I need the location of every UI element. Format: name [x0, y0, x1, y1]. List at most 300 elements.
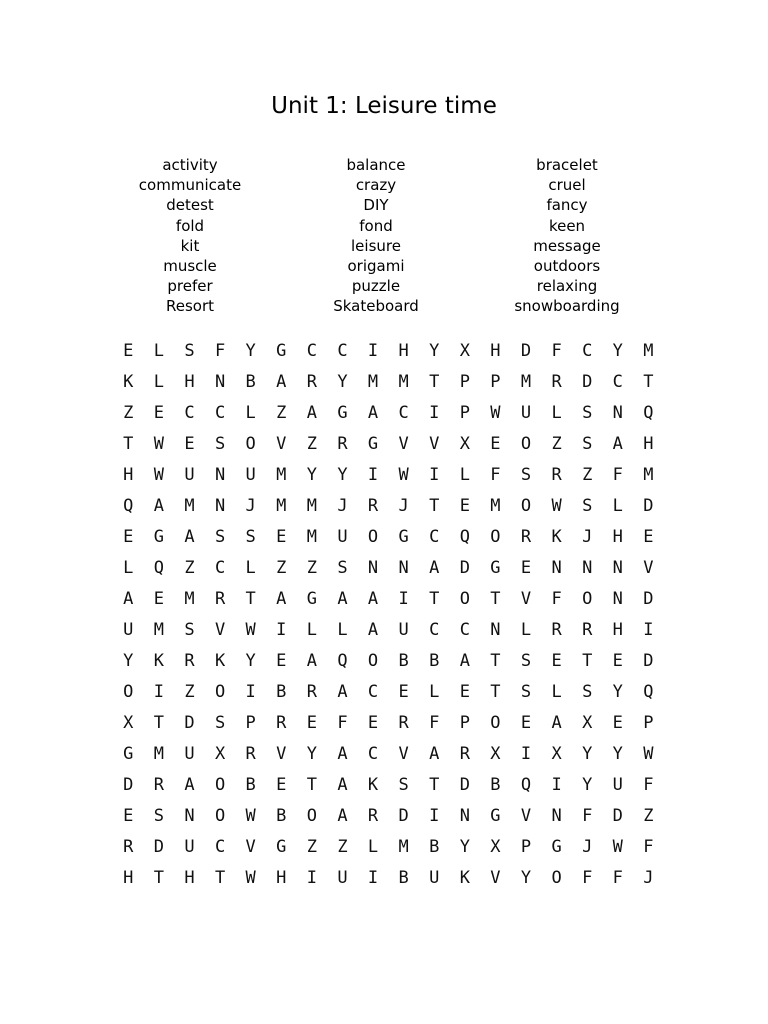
grid-letter: N [459, 806, 470, 826]
grid-letter: V [276, 434, 287, 454]
grid-letter: F [214, 341, 226, 361]
grid-letter: A [337, 744, 348, 764]
grid-letter: P [459, 372, 470, 392]
grid-letter: N [582, 558, 593, 578]
grid-letter: N [367, 558, 379, 578]
grid-letter: N [612, 589, 623, 609]
grid-letter: A [612, 434, 623, 454]
grid-letter: F [490, 465, 501, 485]
grid-letter: Q [643, 403, 654, 423]
grid-letter: D [520, 341, 532, 361]
grid-letter: E [276, 651, 287, 671]
grid-letter: Z [643, 806, 654, 826]
grid-letter: E [551, 651, 562, 671]
grid-letter: V [520, 806, 532, 826]
grid-letter: G [398, 527, 409, 547]
grid-letter: A [153, 496, 165, 516]
grid-letter: A [337, 682, 348, 702]
grid-letter: A [551, 713, 562, 733]
grid-letter: C [214, 558, 226, 578]
grid-letter: T [490, 682, 501, 702]
grid-letter: M [184, 589, 195, 609]
grid-letter: A [367, 589, 379, 609]
word-item: prefer [167, 277, 213, 296]
grid-letter: V [398, 434, 409, 454]
grid-row [113, 677, 664, 708]
grid-letter: F [551, 589, 562, 609]
grid-letter: Y [520, 868, 532, 888]
grid-letter: A [306, 403, 317, 423]
word-item: Resort [165, 297, 215, 316]
grid-letter: R [337, 434, 348, 454]
grid-letter: M [398, 372, 409, 392]
grid-letter: F [643, 837, 654, 857]
grid-letter: Y [582, 744, 593, 764]
grid-letter: G [490, 558, 501, 578]
grid-letter: H [184, 868, 195, 888]
word-item: cruel [548, 176, 586, 195]
grid-letter: T [306, 775, 317, 795]
grid-letter: A [184, 775, 195, 795]
grid-letter: A [367, 620, 379, 640]
grid-letter: N [184, 806, 195, 826]
grid-row [113, 770, 664, 801]
grid-letter: C [398, 403, 409, 423]
grid-letter: E [459, 496, 470, 516]
grid-letter: R [123, 837, 134, 857]
grid-letter: F [643, 775, 654, 795]
grid-letter: B [276, 682, 287, 702]
grid-letter: F [337, 713, 348, 733]
grid-letter: J [398, 496, 409, 516]
grid-letter: O [459, 589, 470, 609]
word-item: activity [162, 156, 218, 174]
grid-letter: W [245, 620, 256, 640]
grid-letter: A [184, 527, 195, 547]
grid-letter: U [184, 465, 195, 485]
grid-letter: C [337, 341, 348, 361]
grid-letter: B [429, 837, 440, 857]
page-title: Unit 1: Leisure time [271, 93, 497, 119]
grid-letter: L [551, 403, 562, 423]
grid-letter: T [490, 589, 501, 609]
grid-letter: T [643, 372, 654, 392]
grid-letter: J [582, 837, 593, 857]
grid-letter: K [214, 651, 226, 671]
grid-letter: U [245, 465, 256, 485]
grid-letter: Y [337, 372, 348, 392]
grid-letter: R [582, 620, 593, 640]
grid-letter: M [367, 372, 379, 392]
word-item: origami [347, 257, 405, 276]
grid-row [113, 584, 664, 615]
grid-letter: E [123, 341, 134, 361]
grid-letter: Y [306, 744, 317, 764]
grid-letter: Z [551, 434, 562, 454]
grid-letter: H [184, 372, 195, 392]
grid-letter: S [520, 651, 532, 671]
grid-letter: X [490, 744, 501, 764]
grid-letter: W [245, 806, 256, 826]
grid-letter: H [490, 341, 501, 361]
word-item: fond [359, 216, 393, 235]
grid-letter: Q [459, 527, 470, 547]
grid-letter: W [643, 744, 654, 764]
grid-letter: T [123, 434, 134, 454]
grid-letter: Z [306, 837, 317, 857]
grid-letter: S [245, 527, 256, 547]
grid-letter: A [367, 403, 379, 423]
grid-letter: D [153, 837, 165, 857]
grid-letter: T [429, 496, 440, 516]
grid-letter: W [612, 837, 623, 857]
grid-letter: T [214, 868, 226, 888]
grid-row [113, 460, 664, 491]
grid-letter: E [459, 682, 470, 702]
grid-letter: O [214, 775, 226, 795]
grid-letter: E [520, 713, 532, 733]
grid-letter: M [276, 496, 287, 516]
grid-letter: T [490, 651, 501, 671]
grid-letter: K [123, 372, 134, 392]
grid-letter: M [643, 465, 654, 485]
word-item: snowboarding [514, 297, 620, 316]
grid-letter: M [643, 341, 654, 361]
grid-letter: D [643, 589, 654, 609]
grid-letter: E [612, 651, 623, 671]
grid-letter: R [551, 372, 562, 392]
grid-letter: N [214, 465, 226, 485]
grid-letter: F [582, 868, 593, 888]
grid-letter: X [459, 341, 470, 361]
grid-letter: T [429, 589, 440, 609]
grid-letter: E [184, 434, 195, 454]
grid-letter: R [520, 527, 532, 547]
grid-letter: M [276, 465, 287, 485]
grid-letter: K [153, 651, 165, 671]
grid-row [113, 708, 664, 739]
grid-letter: I [429, 806, 440, 826]
grid-letter: O [123, 682, 134, 702]
grid-letter: Z [184, 682, 195, 702]
grid-letter: E [123, 806, 134, 826]
grid-row [113, 398, 664, 429]
grid-letter: S [214, 713, 226, 733]
grid-letter: I [367, 868, 379, 888]
grid-letter: S [398, 775, 409, 795]
word-item: muscle [163, 257, 217, 276]
grid-letter: Y [612, 341, 623, 361]
grid-letter: U [520, 403, 532, 423]
grid-letter: O [520, 434, 532, 454]
grid-letter: B [490, 775, 501, 795]
grid-letter: B [398, 868, 409, 888]
grid-letter: G [490, 806, 501, 826]
grid-letter: C [184, 403, 195, 423]
grid-letter: S [582, 403, 593, 423]
grid-letter: W [398, 465, 409, 485]
grid-letter: V [490, 868, 501, 888]
grid-letter: H [398, 341, 409, 361]
grid-letter: L [306, 620, 317, 640]
grid-letter: D [643, 651, 654, 671]
grid-row [113, 801, 664, 832]
grid-letter: C [367, 744, 379, 764]
grid-letter: Y [459, 837, 470, 857]
grid-letter: A [337, 806, 348, 826]
grid-letter: Z [276, 403, 287, 423]
grid-letter: L [459, 465, 470, 485]
grid-letter: W [245, 868, 256, 888]
grid-letter: S [337, 558, 348, 578]
word-column-2 [276, 155, 476, 317]
grid-letter: R [184, 651, 195, 671]
grid-letter: B [398, 651, 409, 671]
grid-letter: G [123, 744, 134, 764]
word-item: detest [166, 196, 214, 215]
grid-letter: E [490, 434, 501, 454]
grid-letter: G [276, 341, 287, 361]
grid-letter: X [490, 837, 501, 857]
grid-letter: F [582, 806, 593, 826]
grid-letter: Z [306, 434, 317, 454]
grid-letter: G [551, 837, 562, 857]
grid-letter: E [520, 558, 532, 578]
grid-letter: L [520, 620, 532, 640]
grid-letter: M [153, 620, 165, 640]
grid-letter: N [214, 372, 226, 392]
grid-letter: U [184, 744, 195, 764]
grid-letter: O [306, 806, 317, 826]
grid-letter: I [429, 465, 440, 485]
grid-letter: L [123, 558, 134, 578]
grid-letter: R [306, 372, 317, 392]
grid-letter: E [367, 713, 379, 733]
grid-letter: J [245, 496, 256, 516]
grid-letter: Y [582, 775, 593, 795]
grid-letter: K [459, 868, 470, 888]
grid-letter: Y [123, 651, 134, 671]
grid-letter: I [367, 465, 379, 485]
grid-letter: I [367, 341, 379, 361]
grid-letter: X [123, 713, 134, 733]
grid-letter: I [643, 620, 654, 640]
grid-letter: S [582, 496, 593, 516]
grid-letter: A [337, 775, 348, 795]
grid-letter: A [429, 744, 440, 764]
grid-letter: P [643, 713, 654, 733]
grid-letter: O [245, 434, 256, 454]
grid-letter: Y [245, 651, 256, 671]
grid-letter: U [429, 868, 440, 888]
word-item: message [533, 236, 601, 255]
word-item: kit [180, 236, 200, 255]
grid-letter: E [276, 527, 287, 547]
grid-letter: O [582, 589, 593, 609]
grid-letter: N [551, 558, 562, 578]
grid-letter: S [520, 465, 532, 485]
grid-letter: O [551, 868, 562, 888]
grid-letter: S [582, 682, 593, 702]
grid-letter: A [337, 589, 348, 609]
grid-letter: Y [306, 465, 317, 485]
grid-letter: I [276, 620, 287, 640]
grid-letter: V [520, 589, 532, 609]
word-item: puzzle [351, 277, 401, 296]
grid-letter: B [429, 651, 440, 671]
grid-letter: J [582, 527, 593, 547]
grid-row [113, 336, 664, 367]
grid-letter: F [551, 341, 562, 361]
grid-letter: N [612, 558, 623, 578]
grid-letter: O [367, 651, 379, 671]
grid-letter: Y [429, 341, 440, 361]
grid-letter: N [398, 558, 409, 578]
grid-letter: D [123, 775, 134, 795]
grid-letter: I [520, 744, 532, 764]
grid-letter: Z [276, 558, 287, 578]
grid-row [113, 739, 664, 770]
grid-letter: O [490, 527, 501, 547]
grid-letter: A [306, 651, 317, 671]
grid-letter: R [367, 806, 379, 826]
grid-row [113, 832, 664, 863]
grid-letter: H [276, 868, 287, 888]
grid-letter: H [612, 527, 623, 547]
grid-letter: P [459, 713, 470, 733]
grid-letter: O [214, 806, 226, 826]
grid-letter: G [306, 589, 317, 609]
grid-letter: P [245, 713, 256, 733]
grid-letter: L [337, 620, 348, 640]
grid-letter: N [612, 403, 623, 423]
grid-letter: I [245, 682, 256, 702]
grid-letter: Q [520, 775, 532, 795]
grid-letter: G [153, 527, 165, 547]
grid-letter: R [245, 744, 256, 764]
grid-letter: S [520, 682, 532, 702]
grid-letter: G [367, 434, 379, 454]
grid-letter: N [551, 806, 562, 826]
grid-letter: A [276, 372, 287, 392]
grid-letter: T [153, 868, 165, 888]
grid-letter: E [123, 527, 134, 547]
grid-letter: D [612, 806, 623, 826]
grid-letter: I [306, 868, 317, 888]
word-item: fancy [546, 196, 588, 215]
grid-letter: Q [337, 651, 348, 671]
grid-letter: E [398, 682, 409, 702]
grid-letter: U [612, 775, 623, 795]
grid-letter: D [184, 713, 195, 733]
grid-letter: U [123, 620, 134, 640]
grid-letter: C [429, 527, 440, 547]
grid-letter: D [643, 496, 654, 516]
grid-letter: C [214, 837, 226, 857]
grid-letter: V [214, 620, 226, 640]
grid-letter: V [398, 744, 409, 764]
word-item: crazy [355, 176, 397, 195]
grid-letter: S [582, 434, 593, 454]
grid-row [113, 863, 664, 894]
grid-letter: M [306, 496, 317, 516]
grid-letter: Z [184, 558, 195, 578]
grid-letter: W [490, 403, 501, 423]
grid-letter: M [184, 496, 195, 516]
grid-letter: S [184, 341, 195, 361]
grid-letter: X [459, 434, 470, 454]
grid-letter: O [214, 682, 226, 702]
grid-letter: E [276, 775, 287, 795]
grid-letter: O [520, 496, 532, 516]
grid-letter: Y [612, 682, 623, 702]
grid-letter: H [643, 434, 654, 454]
grid-letter: R [276, 713, 287, 733]
grid-letter: C [306, 341, 317, 361]
grid-letter: H [123, 465, 134, 485]
grid-letter: L [245, 558, 256, 578]
grid-letter: U [337, 527, 348, 547]
grid-letter: U [184, 837, 195, 857]
grid-row [113, 553, 664, 584]
grid-letter: M [153, 744, 165, 764]
grid-letter: X [582, 713, 593, 733]
grid-letter: D [459, 775, 470, 795]
word-item: balance [346, 156, 406, 174]
grid-letter: V [276, 744, 287, 764]
word-item: communicate [138, 176, 242, 195]
grid-row [113, 522, 664, 553]
grid-letter: K [551, 527, 562, 547]
grid-letter: O [367, 527, 379, 547]
grid-letter: L [245, 403, 256, 423]
grid-letter: Q [153, 558, 165, 578]
grid-letter: M [306, 527, 317, 547]
grid-letter: D [582, 372, 593, 392]
grid-letter: Y [337, 465, 348, 485]
word-item: Skateboard [333, 297, 419, 316]
grid-letter: C [367, 682, 379, 702]
grid-letter: Z [337, 837, 348, 857]
word-item: DIY [363, 196, 389, 215]
grid-letter: T [582, 651, 593, 671]
grid-letter: L [153, 372, 165, 392]
grid-row [113, 491, 664, 522]
word-column-1 [90, 155, 290, 317]
grid-letter: R [214, 589, 226, 609]
grid-letter: D [398, 806, 409, 826]
word-item: bracelet [536, 156, 598, 174]
grid-letter: L [153, 341, 165, 361]
grid-letter: S [153, 806, 165, 826]
grid-letter: Z [582, 465, 593, 485]
grid-letter: V [429, 434, 440, 454]
grid-letter: X [214, 744, 226, 764]
grid-letter: E [306, 713, 317, 733]
grid-letter: E [153, 403, 165, 423]
grid-row [113, 429, 664, 460]
grid-letter: M [520, 372, 532, 392]
grid-letter: T [429, 775, 440, 795]
word-item: relaxing [536, 277, 598, 296]
grid-letter: W [551, 496, 562, 516]
grid-letter: C [214, 403, 226, 423]
grid-letter: A [459, 651, 470, 671]
grid-letter: A [123, 589, 134, 609]
grid-letter: N [214, 496, 226, 516]
grid-letter: V [245, 837, 256, 857]
grid-letter: U [337, 868, 348, 888]
